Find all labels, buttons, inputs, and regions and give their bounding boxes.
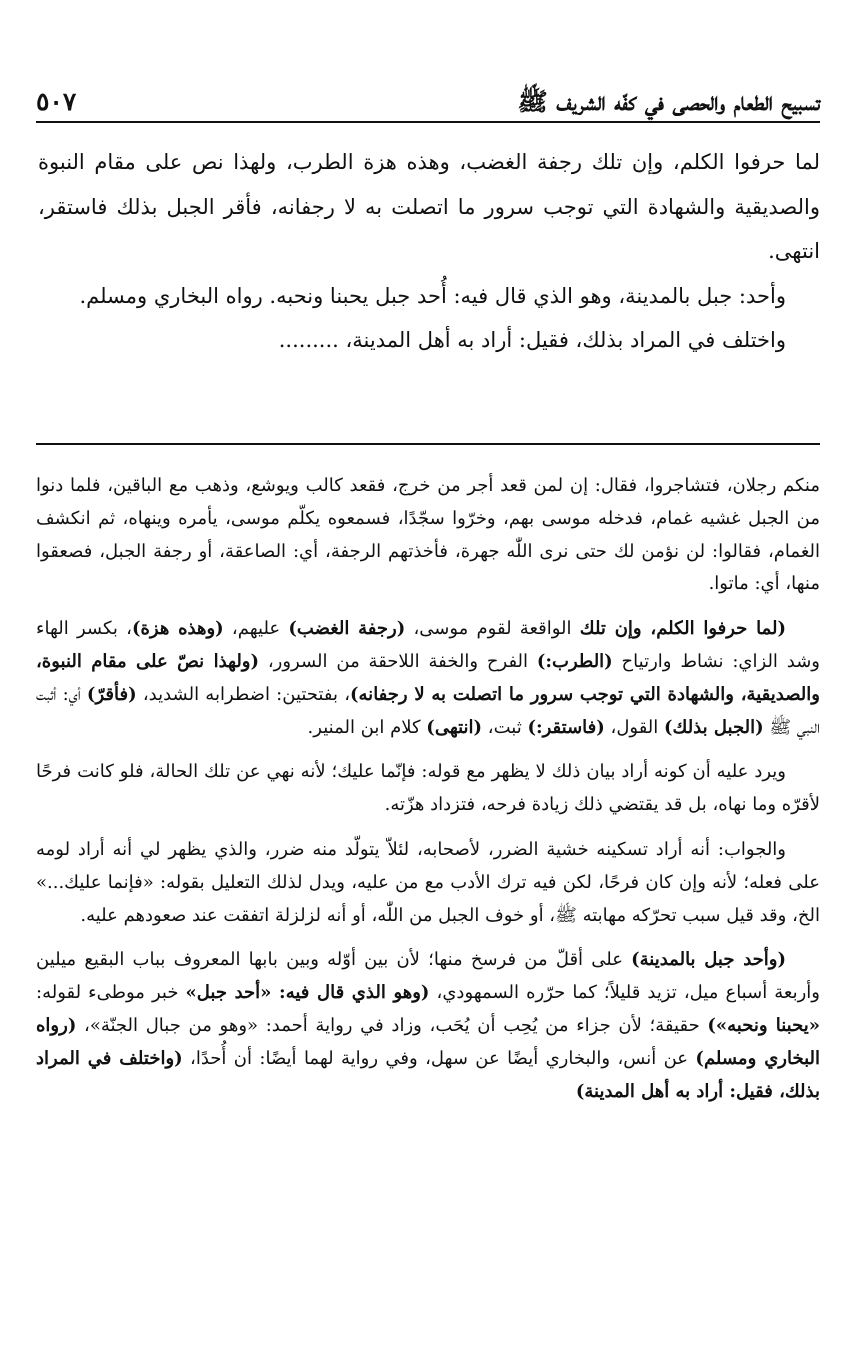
quoted-main-text: (رواه البخاري ومسلم)	[36, 1014, 820, 1069]
commentary-text: القول،	[604, 716, 665, 738]
header-rule	[36, 121, 820, 123]
main-text-paragraph: وأحد: جبل بالمدينة، وهو الذي قال فيه: أُحد جبل يحبنا ونحبه. رواه البخاري ومسلم.	[79, 283, 786, 308]
commentary-paragraph: والجواب: أنه أراد تسكينه خشية الضرر، لأصحابه، لئلاّ يتولّد منه ضرر، والذي يظهر لي أنه أراد لومه على فعله؛ لأنه وإن كان فرحًا، لكن فيه ترك الأدب مع من عليه، ويدل لذلك التعليل بقوله: «فإنما عليك...» الخ، وقد قيل سبب تحرّكه مهابته ﷺ، أو خوف الجبل من اللّٰه، أو أنه لزلزلة اتفقت عند صعودهم عليه.	[36, 838, 820, 926]
quoted-main-text: (رجفة الغضب)	[288, 618, 406, 640]
commentary-text: عن أنس، والبخاري أيضًا عن سهل، وفي رواية لهما أيضًا: أن أُحدًا،	[182, 1047, 696, 1069]
commentary-paragraph	[36, 944, 820, 1108]
quoted-main-text: (انتهى)	[426, 716, 483, 738]
commentary-text: ، بكسر الهاء وشد الزاي: نشاط وارتياح	[36, 618, 820, 672]
main-text	[38, 140, 820, 363]
quoted-main-text: (واختلف في المراد بذلك، فقيل: أراد به أهل المدينة)	[36, 1047, 820, 1102]
main-text-paragraph: لما حرفوا الكلم، وإن تلك رجفة الغضب، وهذه هزة الطرب، ولهذا نص على مقام النبوة والصديقية والشهادة التي توجب سرور ما اتصلت به لا رجفانه، فأقر الجبل بذلك فاستقر، انتهى.	[38, 150, 820, 263]
commentary-text: خبر موطىء لقوله:	[36, 982, 186, 1004]
commentary-text: أي: أثبت النبي ﷺ	[36, 683, 820, 738]
commentary-text: حقيقة؛ لأن جزاء من يُحِب أن يُحَب، وزاد في رواية أحمد: «وهو من جبال الجنّة»،	[76, 1014, 708, 1036]
commentary-paragraph	[36, 613, 820, 744]
quoted-main-text: (فأقرّ)	[86, 683, 137, 705]
quoted-main-text: «يحبنا ونحبه»)	[707, 1014, 820, 1036]
commentary-text: عليهم،	[223, 618, 289, 640]
page-header	[36, 62, 820, 114]
commentary-text: الواقعة لقوم موسى،	[405, 618, 580, 640]
quoted-main-text: (وأحد جبل بالمدينة)	[631, 949, 786, 971]
quoted-main-text: (وهو الذي قال فيه: «أحد جبل»	[185, 982, 430, 1004]
commentary	[36, 470, 820, 1108]
quoted-main-text: (لما حرفوا الكلم، وإن تلك	[579, 618, 786, 640]
quoted-main-text: (فاستقر:)	[527, 716, 605, 738]
text-separator-rule	[36, 443, 820, 445]
running-title: تسبيح الطعام والحصى في كفّه الشريف ﷺ	[517, 87, 820, 116]
commentary-text: كلام ابن المنير.	[307, 716, 427, 738]
commentary-text: الفرح والخفة اللاحقة من السرور،	[259, 650, 537, 672]
commentary-paragraph: منكم رجلان، فتشاجروا، فقال: إن لمن قعد أجر من خرج، فقعد كالب ويوشع، وذهب مع الباقين، فلما دنوا من الجبل غشيه غمام، فدخله موسى بهم، وخرّوا سجّدًا، فسمعوه يكلّم موسى، يأمره وينهاه، ثم انكشف الغمام، فقالوا: لن نؤمن لك حتى نرى اللّٰه جهرة، فأخذتهم الرجفة، أي: الصاعقة، أو رجفة الجبل، فصعقوا منها، أي: ماتوا.	[36, 475, 820, 595]
quoted-main-text: (الطرب:)	[536, 650, 613, 672]
main-text-paragraph: واختلف في المراد بذلك، فقيل: أراد به أهل المدينة، .........	[278, 328, 786, 352]
commentary-text: على أقلّ من فرسخ منها؛ لأن بين أوّله وبين بابها المعروف بباب البقيع ميلين وأربعة أسباع ميل، تزيد قليلاً؛ كما حرّره السمهودي،	[36, 949, 821, 1004]
commentary-text: ثبت،	[482, 716, 528, 738]
quoted-main-text: (ولهذا نصّ على مقام النبوة، والصديقية، والشهادة التي توجب سرور ما اتصلت به لا رجفانه)	[36, 650, 820, 705]
quoted-main-text: (وهذه هزة)	[131, 618, 224, 640]
page-number: ٥٠٧	[36, 87, 77, 116]
quoted-main-text: (الجبل بذلك)	[664, 716, 764, 738]
commentary-text: ، بفتحتين: اضطرابه الشديد،	[136, 683, 351, 705]
commentary-paragraph: ويرد عليه أن كونه أراد بيان ذلك لا يظهر مع قوله: فإنّما عليك؛ لأنه نهي عن تلك الحالة، فلو كانت فرحًا لأقرّه وما نهاه، بل قد يقتضي ذلك زيادة فرحه، فتزداد هزّته.	[36, 761, 820, 816]
